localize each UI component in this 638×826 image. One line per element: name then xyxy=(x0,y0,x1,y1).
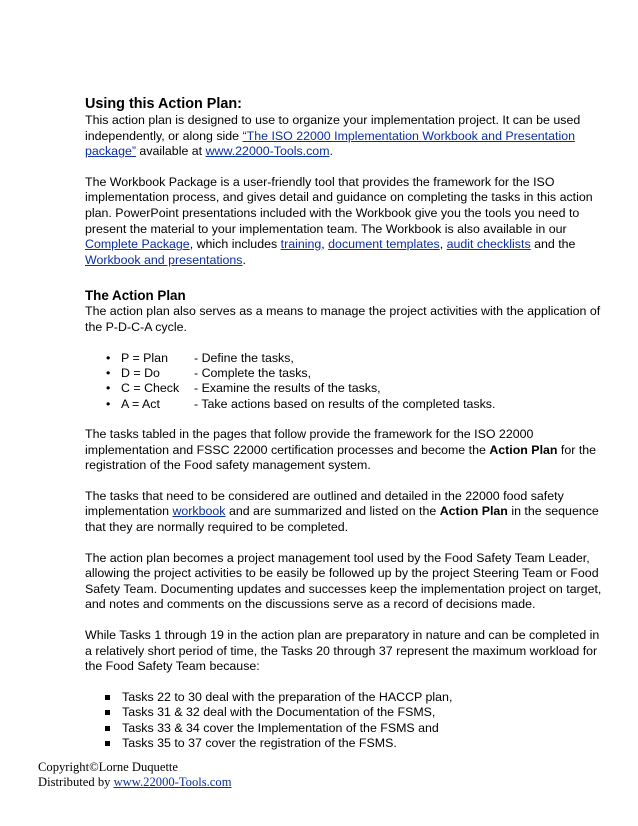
paragraph-pdca-intro: The action plan also serves as a means to manage the project activities with the application of the P-D-C-A cycle. xyxy=(85,304,601,334)
pdca-item: • P = Plan - Define the tasks, xyxy=(106,350,294,365)
heading-the-action-plan: The Action Plan xyxy=(85,288,186,304)
page-footer xyxy=(38,760,232,790)
task-item: Tasks 33 & 34 cover the Implementation of the FSMS and xyxy=(85,721,605,736)
copyright-text: Copyright©Lorne Duquette xyxy=(38,760,179,774)
square-bullet-icon xyxy=(105,710,110,715)
link-audit-checklists[interactable]: audit checklists xyxy=(446,237,531,252)
bullet-icon: • xyxy=(106,350,111,365)
heading-using-action-plan: Using this Action Plan: xyxy=(85,96,242,112)
paragraph-intro: This action plan is designed to use to organize your implementation project. It can be used independently, or along side “The ISO 22000 Implementation Workbook and Presentation package” available at www.22000-Tools.com. xyxy=(85,113,581,159)
bullet-icon: • xyxy=(106,396,111,411)
bullet-icon: • xyxy=(106,381,111,396)
pdca-item: • A = Act - Take actions based on results of the completed tasks. xyxy=(106,396,496,411)
link-workbook-package[interactable]: “The ISO 22000 Implementation Workbook and Presentation package” xyxy=(85,128,575,159)
pdca-item: • C = Check - Examine the results of the tasks, xyxy=(106,381,381,396)
task-item: Tasks 35 to 37 cover the registration of the FSMS. xyxy=(85,736,605,751)
paragraph-project-management: The action plan becomes a project management tool used by the Food Safety Team Leader, allowing the project activities to be easily be followed up by the project Steering Team or Food Safety Team. Documenting updates and successes keep the implementation project on target, and notes and comments on the discussions serve as a record of decisions made. xyxy=(85,550,602,612)
square-bullet-icon xyxy=(105,695,110,700)
document-body xyxy=(85,96,605,751)
link-document-templates[interactable]: document templates xyxy=(328,237,440,252)
square-bullet-icon xyxy=(105,726,110,731)
task-item: Tasks 22 to 30 deal with the preparation of the HACCP plan, xyxy=(85,690,605,705)
footer-link-22000-tools[interactable]: www.22000-Tools.com xyxy=(113,775,232,789)
link-workbook-presentations[interactable]: Workbook and presentations xyxy=(85,252,243,267)
paragraph-tasks-outlined: The tasks that need to be considered are outlined and detailed in the 22000 food safety implementation workbook and are summarized and listed on the Action Plan in the sequence that they are normally required to be completed. xyxy=(85,488,599,535)
task-item: Tasks 31 & 32 deal with the Documentation of the FSMS, xyxy=(85,705,605,720)
tasks-list xyxy=(85,690,605,752)
link-22000-tools[interactable]: www.22000-Tools.com xyxy=(205,144,330,159)
distributed-by: Distributed by www.22000-Tools.com xyxy=(38,775,232,789)
paragraph-tasks-workload: While Tasks 1 through 19 in the action plan are preparatory in nature and can be completed in a relatively short period of time, the Tasks 20 through 37 represent the maximum workload for the Food Safety Team because: xyxy=(85,628,600,674)
link-workbook[interactable]: workbook xyxy=(172,504,226,519)
bullet-icon: • xyxy=(106,365,111,380)
paragraph-workbook-package: The Workbook Package is a user-friendly tool that provides the framework for the ISO implementation process, and gives detail and guidance on completing the tasks in this action plan. PowerPoint presentations included with the Workbook give you the tools you need to present the material to your implementation team. The Workbook is also available in our Complete Package, which includes training, document templates, audit checklists and the Workbook and presentations. xyxy=(85,174,593,267)
link-complete-package[interactable]: Complete Package xyxy=(85,237,190,252)
square-bullet-icon xyxy=(105,741,110,746)
pdca-item: • D = Do - Complete the tasks, xyxy=(106,365,312,380)
link-training[interactable]: training xyxy=(280,237,322,252)
paragraph-tasks-framework: The tasks tabled in the pages that follow provide the framework for the ISO 22000 implementation and FSSC 22000 certification processes and become the Action Plan for the registration of the Food safety management system. xyxy=(85,427,597,473)
pdca-list xyxy=(85,351,605,413)
